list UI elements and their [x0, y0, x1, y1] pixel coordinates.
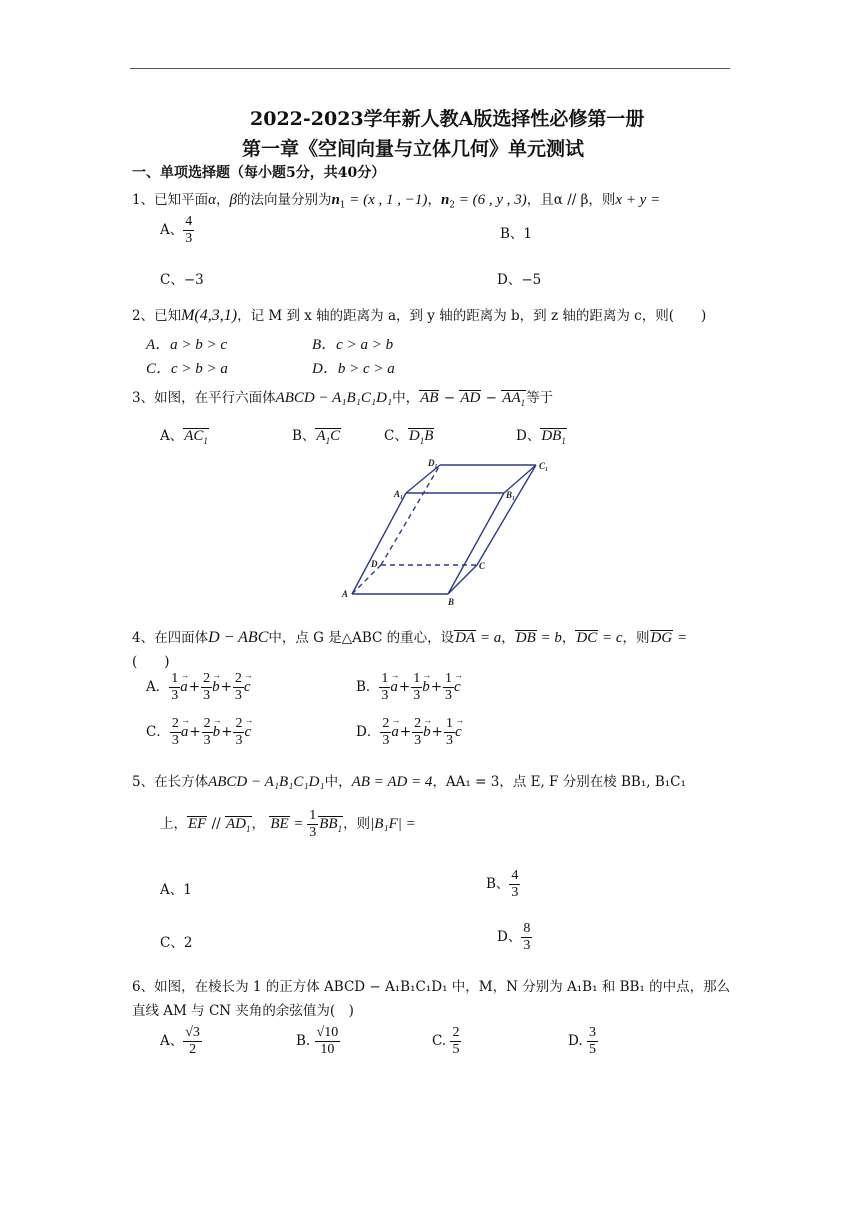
coefficient: $\frac{2}{3}$	[234, 671, 242, 704]
question-6-line-2: 直线 AM 与 CN 夹角的余弦值为( )	[132, 1003, 354, 1019]
label-a: A	[342, 589, 349, 599]
coefficient: $\frac{2}{3}$	[171, 716, 179, 749]
vector-symbol: c →	[454, 670, 464, 696]
q1-option-b: B、1	[500, 226, 533, 242]
label-b: B	[448, 597, 455, 607]
vector-symbol: c →	[244, 715, 254, 741]
edge-b-b1	[448, 493, 504, 594]
coefficient: $\frac{1}{3}$	[445, 671, 453, 704]
q2-option-a: A．a > b > c	[146, 337, 228, 353]
q3-option-b: B、$A_1C$	[292, 428, 341, 446]
question-5-stem: 5、在长方体ABCD − A₁B₁C₁D₁中，AB = AD = 4，AA₁ = 3，点 E, F 分别在棱 BB₁, B₁C₁	[132, 774, 686, 790]
question-6-line-1: 6、如图，在棱长为 1 的正方体 ABCD − A₁B₁C₁D₁ 中，M，N 分别为 A₁B₁ 和 BB₁ 的中点，那么	[132, 979, 731, 995]
q2-option-c: C．c > b > a	[146, 361, 228, 377]
vector-symbol: b →	[212, 715, 222, 741]
coefficient: $\frac{1}{3}$	[445, 716, 453, 749]
q3-option-c: C、$D_1B$	[384, 428, 434, 446]
label-c: C	[479, 561, 486, 571]
vector-symbol: a →	[180, 670, 190, 696]
vector-symbol: a →	[180, 715, 190, 741]
label-b1: B₁	[506, 490, 516, 500]
vector-symbol: b →	[212, 670, 222, 696]
q3-option-a: A、$AC_1$	[160, 428, 208, 446]
q4-option-a: A． $\frac{1}{3}$ a → + $\frac{2}{3}$ b → + $\frac{2}{3}$ c →	[146, 670, 253, 704]
coefficient: $\frac{1}{3}$	[413, 671, 421, 704]
question-5-condition: 上，EF // $AD_1$， BE = $\frac{1}{3}$ $BB_1$，则|B₁F| =	[160, 808, 416, 841]
vector-symbol: a →	[391, 715, 401, 741]
parallelepiped-figure	[336, 455, 556, 607]
edge-a-d	[352, 565, 381, 594]
coefficient: $\frac{2}{3}$	[414, 716, 422, 749]
q3-option-d: D、$DB_1$	[516, 428, 566, 446]
title-line-2: 第一章《空间向量与立体几何》单元测试	[242, 138, 585, 160]
question-2-stem: 2、已知M(4,3,1)，记 M 到 x 轴的距离为 a，到 y 轴的距离为 b，到 z 轴的距离为 c，则( )	[132, 307, 707, 324]
title-line-1: 2022-2023学年新人教A版选择性必修第一册	[250, 108, 645, 130]
section-heading: 一、单项选择题（每小题5分，共40分）	[132, 165, 386, 181]
q4-option-b: B． $\frac{1}{3}$ a → + $\frac{1}{3}$ b → + $\frac{1}{3}$ c →	[356, 670, 464, 704]
label-c1: C₁	[539, 461, 549, 471]
edge-b1-c1	[504, 465, 536, 493]
q6-option-b: B. $\frac{√10}{10}$	[296, 1025, 339, 1058]
coefficient: $\frac{1}{3}$	[381, 671, 389, 704]
q4-option-c: C． $\frac{2}{3}$ a → + $\frac{2}{3}$ b → + $\frac{2}{3}$ c →	[146, 715, 254, 749]
coefficient: $\frac{1}{3}$	[171, 671, 179, 704]
q5-option-b: B、 $\frac{4}{3}$	[486, 868, 519, 901]
header-rule	[130, 68, 730, 69]
q5-option-a: A、1	[160, 882, 192, 898]
edge-d-d1	[381, 465, 440, 565]
coefficient: $\frac{2}{3}$	[235, 716, 243, 749]
coefficient: $\frac{2}{3}$	[382, 716, 390, 749]
q1-option-d: D、−5	[497, 272, 542, 288]
question-1-stem: 1、已知平面α，β的法向量分别为$n_1 = (x$ , 1 , −1)，$n_2 = (6$ , y , 3)，且α // β，则x + y =	[132, 192, 661, 211]
edge-a1-d1	[406, 465, 440, 493]
vector-symbol: c →	[454, 715, 464, 741]
q6-option-a: A、 $\frac{√3}{2}$	[160, 1025, 200, 1058]
vector-symbol: c →	[243, 670, 253, 696]
label-d: D	[371, 559, 378, 569]
q6-option-c: C. $\frac{2}{5}$	[432, 1025, 460, 1058]
q1-option-c: C、−3	[160, 272, 204, 288]
vector-symbol: b →	[423, 715, 433, 741]
q4-option-d: D． $\frac{2}{3}$ a → + $\frac{2}{3}$ b → + $\frac{1}{3}$ c →	[356, 715, 464, 749]
coefficient: $\frac{2}{3}$	[203, 716, 211, 749]
edge-b-c	[448, 565, 477, 594]
vector-symbol: b →	[422, 670, 432, 696]
edge-a-a1	[352, 493, 406, 594]
q5-option-c: C、2	[160, 935, 193, 951]
q6-option-d: D. $\frac{3}{5}$	[568, 1025, 596, 1058]
question-4-stem: 4、在四面体D − ABC中，点 G 是△ABC 的重心，设DA = a，DB = b，DC = c，则DG =	[132, 629, 688, 646]
coefficient: $\frac{2}{3}$	[203, 671, 211, 704]
q5-option-d: D、 $\frac{8}{3}$	[497, 921, 531, 954]
vector-symbol: a →	[390, 670, 400, 696]
label-a1: A₁	[394, 489, 404, 499]
question-3-stem: 3、如图，在平行六面体ABCD − A₁B₁C₁D₁中，AB − AD − $AA_1$等于	[132, 390, 554, 408]
q1-option-a: A、 $\frac{4}{3}$	[160, 214, 193, 247]
label-d1: D₁	[428, 458, 438, 468]
edge-c-c1	[477, 465, 536, 565]
q2-option-d: D．b > c > a	[312, 361, 395, 377]
q4-paren: ( )	[132, 654, 170, 670]
q2-option-b: B．c > a > b	[312, 337, 394, 353]
